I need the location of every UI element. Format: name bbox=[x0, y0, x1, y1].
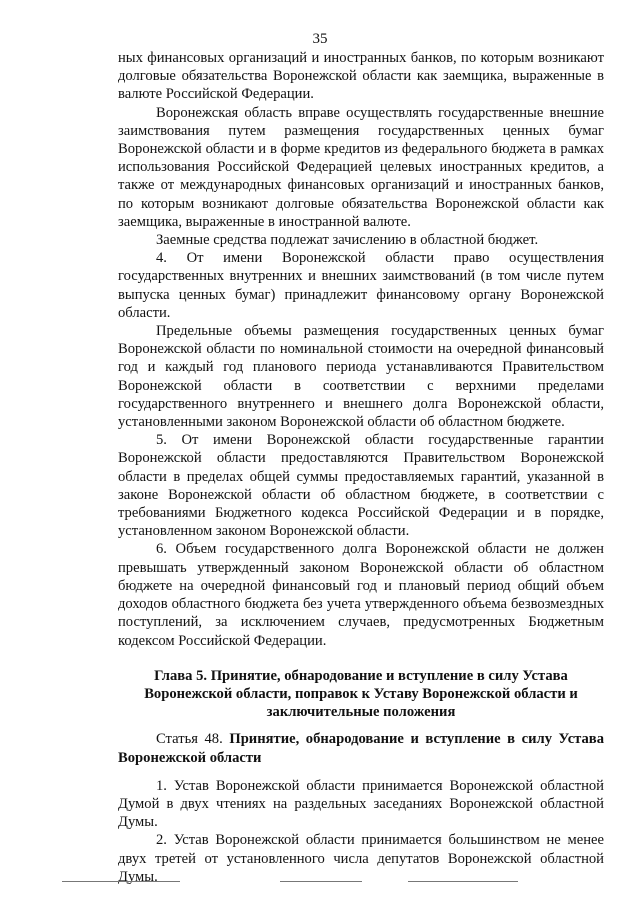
paragraph-item-5: 5. От имени Воронежской области государственные гарантии Воронежской области предоставляются Правительством Воронежской области в пределах общей суммы предоставляемых гарантий, указанной в законе Воронежской области об областном бюджете, в соответствии с требованиями Бюджетного кодекса Российской Федерации и в порядке, установленном законом Воронежской области. bbox=[118, 432, 604, 540]
footer-rule-center bbox=[280, 881, 362, 882]
article-paragraph-1: 1. Устав Воронежской области принимается Воронежской областной Думой в двух чтениях на раздельных заседаниях Воронежской областной Думы. bbox=[118, 777, 604, 831]
article-title: Принятие, обнародование и вступление в силу Устава Воронежской области bbox=[118, 731, 604, 766]
paragraph-item-6: 6. Объем государственного долга Воронежской области не должен превышать утвержденный законом Воронежской области об областном бюджете на очередной финансовый год и плановый период общий объем доходов областного бюджета без учета утвержденного объема безвозмездных поступлений, за исключением случаев, предусмотренных Бюджетным кодексом Российской Федерации. bbox=[118, 541, 604, 649]
paragraph-item-4: 4. От имени Воронежской области право осуществления государственных внутренних и внешних заимствований (в том числе путем выпуска ценных бумаг) принадлежит финансовому органу Воронежской области. bbox=[118, 250, 604, 321]
chapter-heading: Глава 5. Принятие, обнародование и вступление в силу Устава Воронежской области, поправок к Уставу Воронежской области и заключительные положения bbox=[144, 667, 578, 721]
paragraph-external-borrowings: Воронежская область вправе осуществлять государственные внешние заимствования путем размещения государственных ценных бумаг Воронежской области и в форме кредитов из федерального бюджета в рамках использования Российской Федерацией целевых иностранных кредитов, а также от международных финансовых организаций и иностранных банков, по которым возникают долговые обязательства Воронежской области как заемщика, выраженные в иностранной валюте. bbox=[118, 104, 604, 230]
article-label: Статья 48. bbox=[156, 731, 223, 748]
article-heading bbox=[118, 730, 604, 766]
footer-rule-right bbox=[408, 881, 518, 882]
page-number: 35 bbox=[312, 31, 328, 47]
paragraph-continuation: ных финансовых организаций и иностранных банков, по которым возникают долговые обязательства Воронежской области как заемщика, выраженные в валюте Российской Федерации. bbox=[118, 50, 604, 103]
footer-rule-left bbox=[62, 881, 180, 882]
article-paragraph-2: 2. Устав Воронежской области принимается большинством не менее двух третей от установленного числа депутатов Воронежской областной Думы. bbox=[118, 832, 604, 885]
document-body bbox=[118, 49, 604, 886]
paragraph-securities-limits: Предельные объемы размещения государственных ценных бумаг Воронежской области по номинальной стоимости на очередной финансовый год и каждый год планового периода устанавливаются Правительством Воронежской области в соответствии с верхними пределами государственного внутреннего и внешнего долга Воронежской области, установленными законом Воронежской области об областном бюджете. bbox=[118, 323, 604, 431]
paragraph-borrowed-funds: Заемные средства подлежат зачислению в областной бюджет. bbox=[156, 232, 539, 249]
